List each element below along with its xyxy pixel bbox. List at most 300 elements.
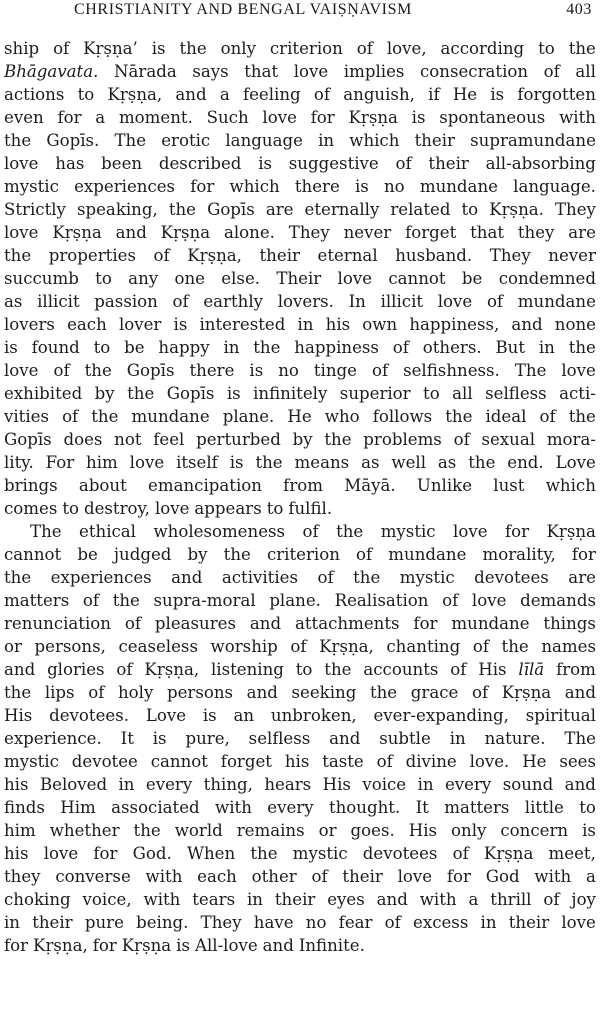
word: and — [329, 729, 361, 748]
word: Kṛṣṇa — [160, 223, 211, 242]
running-title: CHRISTIANITY AND BENGAL VAIṢṆAVISM — [74, 1, 412, 18]
word: of — [395, 154, 412, 173]
word: Kṛṣṇa, — [319, 637, 374, 656]
body-text — [2, 37, 598, 957]
word: love — [561, 913, 596, 932]
word: glories — [47, 660, 105, 679]
word: has — [55, 154, 85, 173]
word: of — [452, 844, 469, 863]
word: Kṛṣṇa — [501, 683, 552, 702]
word: if — [428, 85, 440, 104]
word: feeling — [242, 85, 301, 104]
word: the — [369, 683, 398, 702]
word: infinitely — [253, 384, 328, 403]
word: is — [173, 315, 188, 334]
word: which — [229, 177, 280, 196]
word: the — [336, 522, 364, 541]
word: their — [508, 913, 550, 932]
word: love — [129, 453, 165, 472]
word: of — [116, 660, 133, 679]
text-line — [2, 589, 598, 612]
word: listening — [210, 660, 284, 679]
text-line — [2, 267, 598, 290]
word: devotees — [474, 568, 549, 587]
word: with — [215, 798, 252, 817]
word: thrill — [490, 890, 532, 909]
text-line — [2, 221, 598, 244]
text-line — [2, 497, 598, 520]
word: and — [246, 683, 278, 702]
text-line — [2, 658, 598, 681]
word: His — [408, 821, 438, 840]
word: things — [543, 614, 596, 633]
word: any — [128, 269, 159, 288]
word: properties — [48, 246, 136, 265]
word: his — [284, 752, 310, 771]
word: never — [343, 223, 392, 242]
word: God. — [132, 844, 172, 863]
word: Gopīs — [126, 361, 175, 380]
word: their — [32, 913, 73, 932]
word: Love — [145, 706, 187, 725]
book-page — [0, 1, 600, 1028]
word: the — [568, 338, 596, 357]
word: and — [4, 660, 36, 679]
word: of — [384, 913, 401, 932]
italic-word: līlā — [518, 660, 545, 679]
word: Māyā. — [344, 476, 396, 495]
word: from — [283, 476, 323, 495]
word: in — [417, 775, 434, 794]
word: the — [445, 407, 473, 426]
word: in — [4, 913, 20, 932]
word: to — [461, 200, 479, 219]
word: Infinite. — [298, 936, 365, 955]
word: In — [348, 292, 366, 311]
word: the — [4, 568, 32, 587]
word: each — [67, 315, 107, 334]
word: of — [442, 591, 459, 610]
word: plane. — [269, 591, 321, 610]
word: ideal — [485, 407, 527, 426]
word: him — [86, 453, 118, 472]
word: passion — [94, 292, 158, 311]
text-line — [2, 129, 598, 152]
word: pleasures — [154, 614, 237, 633]
word: every — [145, 775, 193, 794]
text-line — [2, 336, 598, 359]
word: love — [437, 292, 473, 311]
word: for — [310, 108, 335, 127]
word: of — [172, 292, 189, 311]
word: is — [490, 85, 505, 104]
word: Kṛṣṇa — [121, 936, 172, 955]
text-line — [2, 244, 598, 267]
word: unbroken, — [270, 706, 357, 725]
word: of — [317, 568, 334, 587]
word: matters — [4, 591, 70, 610]
word: cannot — [4, 545, 62, 564]
italic-word: Bhāgavata. — [4, 62, 99, 81]
word: mundane — [451, 614, 530, 633]
word: and — [511, 315, 543, 334]
word: morality, — [482, 545, 556, 564]
word: a — [95, 108, 106, 127]
word: love — [4, 223, 39, 242]
word: devotees — [362, 844, 438, 863]
word: and — [564, 775, 596, 794]
word: only — [451, 821, 487, 840]
word: It — [120, 729, 134, 748]
word: is — [249, 361, 264, 380]
word: voice — [362, 775, 407, 794]
word: Kṛṣṇa — [348, 108, 398, 127]
word: voice, — [82, 890, 132, 909]
text-line — [2, 106, 598, 129]
word: of — [376, 752, 393, 771]
word: for — [93, 844, 118, 863]
word: comes — [4, 499, 58, 518]
word: other — [251, 867, 297, 886]
word: the — [179, 39, 207, 58]
word: is — [354, 177, 369, 196]
word: is — [4, 338, 18, 357]
word: which — [349, 131, 400, 150]
word: selfless — [248, 729, 311, 748]
word: all — [575, 62, 596, 81]
word: acti- — [559, 384, 596, 403]
word: the — [255, 453, 283, 472]
word: by — [187, 545, 208, 564]
word: itself — [176, 453, 218, 472]
text-line — [2, 842, 598, 865]
word: of — [153, 246, 170, 265]
word: in — [247, 890, 263, 909]
text-line — [2, 474, 598, 497]
word: is — [151, 39, 166, 58]
word: none — [554, 315, 596, 334]
word: of — [543, 890, 560, 909]
word: else. — [221, 269, 261, 288]
word: are — [265, 200, 294, 219]
word: to — [93, 338, 111, 357]
word: each — [197, 867, 237, 886]
word: selfless — [485, 384, 547, 403]
word: lover — [118, 315, 162, 334]
word: the — [4, 246, 32, 265]
word: forget — [220, 752, 272, 771]
word: the — [168, 200, 197, 219]
word: alone. — [223, 223, 275, 242]
word: subtle — [379, 729, 431, 748]
word: The — [514, 361, 547, 380]
word: Kṛṣṇa — [52, 223, 102, 242]
word: in — [538, 338, 555, 357]
text-line — [2, 152, 598, 175]
word: is — [152, 729, 167, 748]
word: described — [158, 154, 242, 173]
word: judged — [113, 545, 172, 564]
word: there — [294, 177, 340, 196]
word: own — [362, 315, 398, 334]
word: tears — [192, 890, 236, 909]
word: little — [524, 798, 564, 817]
word: no — [278, 361, 299, 380]
word: from — [556, 660, 596, 679]
word: Gopīs — [207, 200, 255, 219]
word: of — [356, 545, 373, 564]
word: in — [118, 775, 135, 794]
word: nature. — [484, 729, 546, 748]
word: demands — [520, 591, 596, 610]
word: the — [133, 821, 161, 840]
word: in — [449, 729, 466, 748]
word: chanting — [386, 637, 461, 656]
word: destroy, — [83, 499, 150, 518]
word: sexual — [481, 430, 536, 449]
word: been — [101, 154, 143, 173]
word: illicit — [37, 292, 80, 311]
word: brings — [4, 476, 58, 495]
word: persons, — [34, 637, 106, 656]
word: They — [200, 913, 242, 932]
word: lovers — [4, 315, 55, 334]
text-line — [2, 704, 598, 727]
word: lovers. — [277, 292, 334, 311]
word: with — [559, 108, 596, 127]
word: mundane — [131, 407, 210, 426]
word: about — [78, 476, 127, 495]
word: his — [4, 844, 29, 863]
word: his — [4, 775, 29, 794]
word: of — [486, 292, 504, 311]
word: in — [480, 913, 497, 932]
text-line — [2, 635, 598, 658]
word: to — [423, 384, 440, 403]
word: of — [450, 660, 467, 679]
word: for — [413, 614, 438, 633]
word: mystic — [399, 568, 455, 587]
word: cannot — [388, 269, 446, 288]
word: choking — [4, 890, 71, 909]
word: a — [586, 867, 596, 886]
running-header — [2, 1, 598, 23]
word: Kṛṣṇa — [546, 522, 596, 541]
word: Strictly — [4, 200, 66, 219]
word: appears — [194, 499, 262, 518]
word: with — [145, 867, 183, 886]
text-line — [2, 612, 598, 635]
word: plane. — [222, 407, 275, 426]
word: they — [517, 223, 555, 242]
word: mora- — [546, 430, 596, 449]
word: lity. — [4, 453, 34, 472]
word: When — [186, 844, 236, 863]
word: They — [489, 246, 531, 265]
word: to — [95, 269, 112, 288]
word: or — [318, 821, 337, 840]
word: related — [390, 200, 451, 219]
word: erotic — [161, 131, 211, 150]
word: mundane — [388, 545, 467, 564]
word: experience. — [4, 729, 102, 748]
word: in — [223, 338, 240, 357]
word: thing, — [203, 775, 253, 794]
word: problems — [363, 430, 442, 449]
word: criterion — [269, 39, 343, 58]
word: Gopīs — [166, 384, 215, 403]
text-line — [2, 37, 598, 60]
word: moment. — [118, 108, 193, 127]
word: and — [175, 85, 207, 104]
word: only — [220, 39, 256, 58]
word: love. — [469, 752, 510, 771]
word: devotees. — [49, 706, 130, 725]
word: him — [4, 821, 36, 840]
word: to — [295, 660, 313, 679]
word: love — [4, 154, 39, 173]
word: with — [143, 890, 181, 909]
word: of — [392, 338, 409, 357]
word: is — [226, 384, 241, 403]
word: Kṛṣṇa, — [107, 85, 163, 104]
word: tinge — [313, 361, 357, 380]
word: Beloved — [39, 775, 108, 794]
text-line — [2, 819, 598, 842]
word: is — [229, 453, 244, 472]
word: who — [324, 407, 360, 426]
word: love, — [386, 39, 427, 58]
word: finds — [4, 798, 45, 817]
word: are — [568, 223, 596, 242]
word: exhibited — [4, 384, 83, 403]
word: excess — [413, 913, 469, 932]
word: taste — [322, 752, 364, 771]
word: They — [288, 223, 330, 242]
word: sees — [559, 752, 596, 771]
word: wholesomeness — [153, 522, 286, 541]
word: says — [192, 62, 229, 81]
word: emancipation — [148, 476, 262, 495]
word: pure, — [185, 729, 230, 748]
word: is — [176, 936, 190, 955]
text-line — [2, 382, 598, 405]
word: the — [223, 545, 251, 564]
word: of — [313, 85, 331, 104]
word: meet, — [548, 844, 596, 863]
word: remains — [236, 821, 305, 840]
word: Nārada — [113, 62, 177, 81]
word: the — [4, 683, 32, 702]
word: love — [293, 62, 329, 81]
word: ceaseless — [118, 637, 198, 656]
word: language. — [513, 177, 596, 196]
word: whether — [49, 821, 120, 840]
word: all-absorbing — [485, 154, 596, 173]
word: mystic — [4, 752, 59, 771]
word: love — [397, 867, 433, 886]
word: that — [244, 62, 279, 81]
text-line — [2, 750, 598, 773]
word: cannot — [150, 752, 208, 771]
word: suggestive — [288, 154, 379, 173]
word: fear — [338, 913, 373, 932]
text-line — [2, 566, 598, 589]
text-line — [2, 934, 598, 957]
word: seeking — [291, 683, 357, 702]
word: by — [94, 384, 115, 403]
text-line — [2, 796, 598, 819]
word: holy — [117, 683, 154, 702]
word: Kṛṣṇa, — [144, 660, 200, 679]
word: and — [564, 683, 596, 702]
text-line — [2, 405, 598, 428]
word: accounts — [363, 660, 439, 679]
word: matters — [444, 798, 510, 817]
word: follows — [372, 407, 433, 426]
word: is — [582, 821, 596, 840]
word: names — [541, 637, 596, 656]
word: devotee — [71, 752, 138, 771]
word: as — [361, 453, 380, 472]
word: language — [225, 131, 303, 150]
word: interested — [199, 315, 286, 334]
word: every — [444, 775, 492, 794]
word: for — [190, 177, 215, 196]
word: consecration — [420, 62, 529, 81]
paragraph — [2, 37, 598, 520]
word: perturbed — [196, 430, 281, 449]
word: grace — [410, 683, 459, 702]
word: persons — [166, 683, 234, 702]
word: of — [311, 867, 328, 886]
word: love — [561, 361, 596, 380]
word: of — [371, 361, 389, 380]
word: implies — [343, 62, 405, 81]
word: succumb — [4, 269, 79, 288]
word: the — [324, 430, 352, 449]
word: hears — [264, 775, 312, 794]
word: every — [267, 798, 314, 817]
word: no — [305, 913, 327, 932]
word: and — [249, 614, 282, 633]
word: Realisation — [334, 591, 429, 610]
word: for — [92, 936, 117, 955]
word: For — [45, 453, 75, 472]
word: of — [88, 683, 105, 702]
word: Unlike — [416, 476, 473, 495]
word: of — [53, 361, 70, 380]
text-line — [2, 911, 598, 934]
word: a — [468, 890, 479, 909]
word: anguish, — [343, 85, 415, 104]
word: vities — [4, 407, 49, 426]
word: their — [414, 131, 455, 150]
word: love — [453, 522, 488, 541]
word: criterion — [266, 545, 340, 564]
word: for — [571, 545, 596, 564]
word: and — [376, 890, 408, 909]
page-number: 403 — [566, 1, 592, 18]
word: their — [342, 867, 383, 886]
word: But — [495, 338, 526, 357]
word: love — [471, 591, 507, 610]
text-line — [2, 888, 598, 911]
word: or — [4, 637, 22, 656]
word: does — [63, 430, 103, 449]
word: Kṛṣṇa, — [33, 936, 88, 955]
word: of — [471, 683, 489, 702]
